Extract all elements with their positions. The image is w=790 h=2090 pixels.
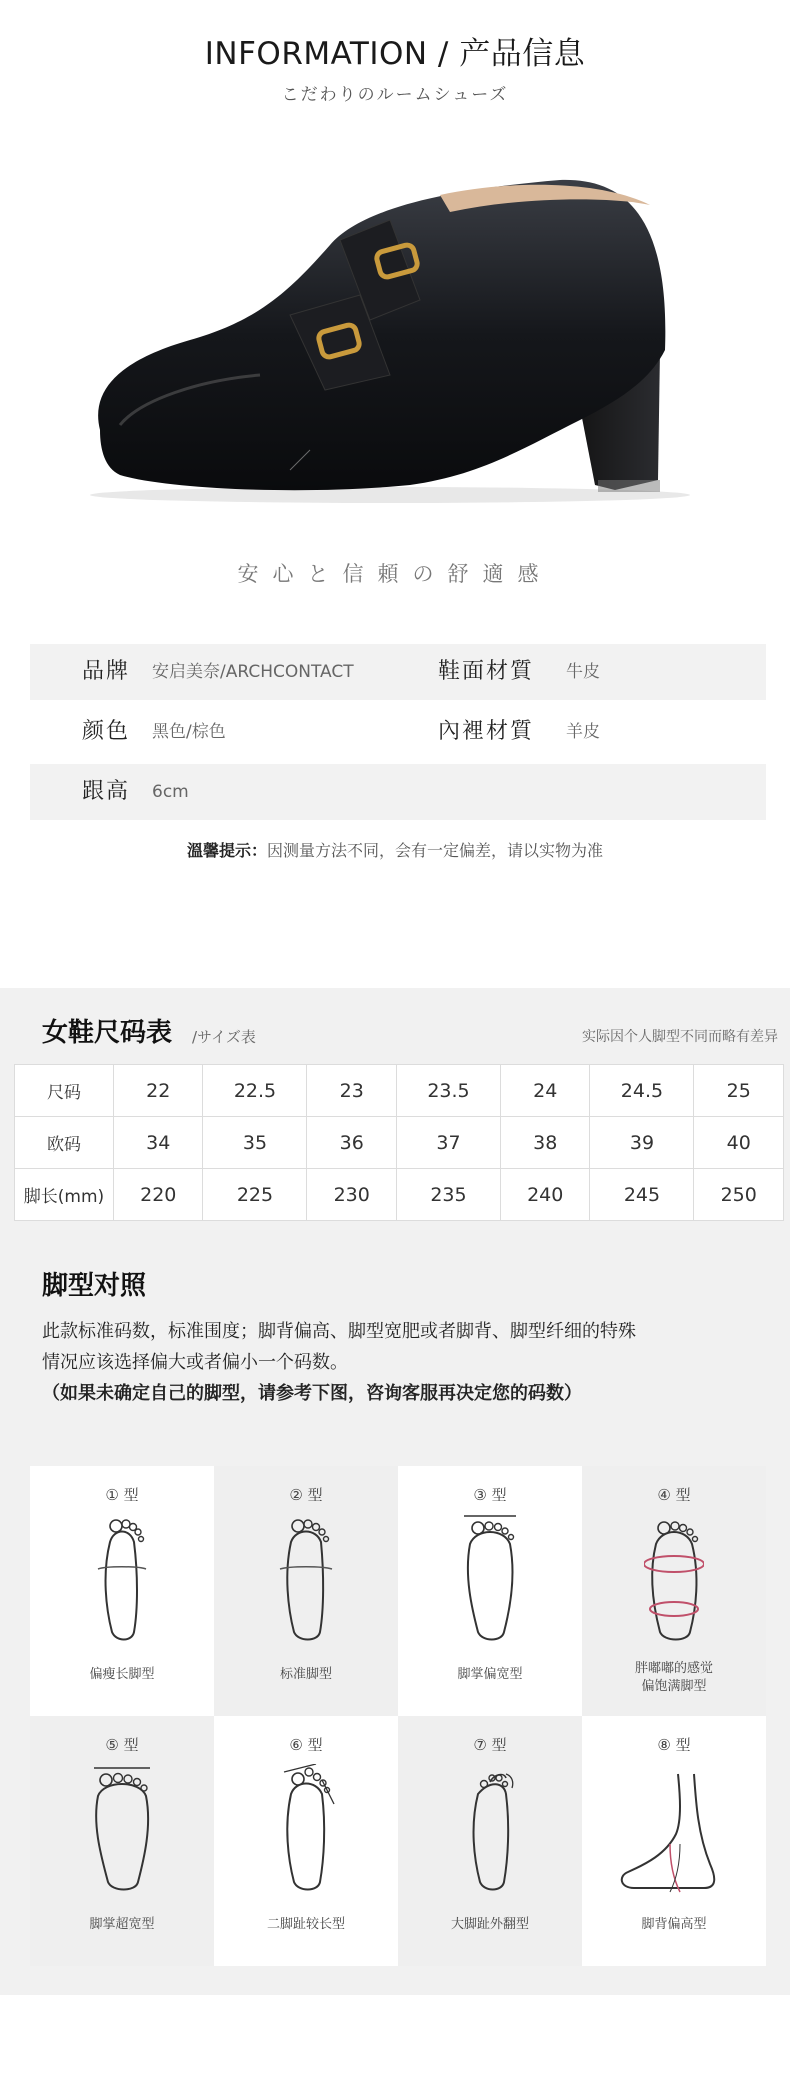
- foot-outline-icon: [644, 1514, 704, 1644]
- note-text: 因测量方法不同，会有一定偏差，请以实物为准: [267, 841, 604, 860]
- foot-type-card: [398, 1716, 582, 1966]
- foot-type-name: 脚背偏高型: [641, 1917, 707, 1932]
- brand-label: 品牌: [82, 659, 131, 684]
- table-cell: 230: [307, 1169, 396, 1221]
- table-cell: 24: [500, 1065, 589, 1117]
- foot-side-view-icon: [614, 1764, 734, 1894]
- table-cell: 250: [694, 1169, 784, 1221]
- table-cell: 36: [307, 1117, 396, 1169]
- foot-type-number: ① 型: [105, 1486, 139, 1504]
- foot-outline-icon: [92, 1764, 152, 1894]
- foot-type-number: ⑧ 型: [657, 1736, 691, 1754]
- table-cell: 34: [114, 1117, 203, 1169]
- foot-type-card: [398, 1466, 582, 1716]
- foot-type-number: ④ 型: [657, 1486, 691, 1504]
- foot-type-description: [42, 1316, 762, 1409]
- table-row: [15, 1065, 784, 1117]
- brand-value: 安启美奈/ARCHCONTACT: [152, 662, 354, 682]
- info-row-heel: [30, 764, 766, 820]
- table-cell: 40: [694, 1117, 784, 1169]
- table-cell: 38: [500, 1117, 589, 1169]
- table-cell: 22.5: [203, 1065, 307, 1117]
- page-title: INFORMATION / 产品信息: [204, 36, 586, 72]
- foot-type-card: [582, 1466, 766, 1716]
- table-cell: 23: [307, 1065, 396, 1117]
- table-row: [15, 1117, 784, 1169]
- tagline: 安心と信頼の舒適感: [237, 562, 553, 586]
- table-cell: 35: [203, 1117, 307, 1169]
- table-cell: 25: [694, 1065, 784, 1117]
- table-cell: 23.5: [396, 1065, 500, 1117]
- lining-material-value: 羊皮: [566, 722, 600, 742]
- foot-type-name-line2: 偏饱满脚型: [641, 1679, 707, 1694]
- foot-type-number: ⑦ 型: [473, 1736, 507, 1754]
- foot-type-number: ③ 型: [473, 1486, 507, 1504]
- foot-outline-icon: [460, 1514, 520, 1644]
- desc-line-bold: （如果未确定自己的脚型，请参考下图，咨询客服再决定您的码数）: [42, 1383, 582, 1404]
- info-row-color: [30, 704, 766, 760]
- upper-material-value: 牛皮: [566, 662, 600, 682]
- desc-line: 此款标准码数，标准围度；脚背偏高、脚型宽肥或者脚背、脚型纤细的特殊: [42, 1321, 636, 1342]
- foot-type-grid: [30, 1466, 766, 1966]
- foot-outline-icon: [276, 1764, 336, 1894]
- upper-material-label: 鞋面材質: [438, 659, 535, 684]
- color-label: 颜色: [82, 719, 131, 744]
- note-prefix: 溫馨提示：: [186, 841, 267, 860]
- row-header: 欧码: [15, 1117, 114, 1169]
- foot-outline-icon: [460, 1764, 520, 1894]
- table-cell: 240: [500, 1169, 589, 1221]
- foot-type-card: [214, 1716, 398, 1966]
- foot-type-number: ⑥ 型: [289, 1736, 323, 1754]
- foot-type-name: 偏瘦长脚型: [89, 1667, 155, 1682]
- desc-line: 情况应该选择偏大或者偏小一个码数。: [42, 1352, 348, 1373]
- table-row: [15, 1169, 784, 1221]
- table-cell: 22: [114, 1065, 203, 1117]
- lining-material-label: 內裡材質: [438, 719, 535, 744]
- foot-type-card: [30, 1466, 214, 1716]
- color-value: 黑色/棕色: [152, 722, 226, 742]
- foot-outline-icon: [276, 1514, 336, 1644]
- foot-type-card: [30, 1716, 214, 1966]
- foot-type-name: 脚掌超宽型: [89, 1917, 155, 1932]
- table-cell: 24.5: [590, 1065, 694, 1117]
- foot-type-card: [582, 1716, 766, 1966]
- size-table: [14, 1064, 784, 1221]
- heel-value: 6cm: [152, 782, 189, 802]
- table-cell: 39: [590, 1117, 694, 1169]
- foot-type-name: 脚掌偏宽型: [457, 1667, 523, 1682]
- product-image: [60, 150, 700, 510]
- table-cell: 235: [396, 1169, 500, 1221]
- table-cell: 220: [114, 1169, 203, 1221]
- table-cell: 37: [396, 1117, 500, 1169]
- size-chart-title: 女鞋尺码表: [42, 1018, 173, 1048]
- heel-label: 跟高: [82, 779, 131, 804]
- foot-type-name: 大脚趾外翻型: [450, 1917, 529, 1932]
- size-chart-subtitle: /サイズ表: [192, 1028, 256, 1046]
- row-header: 脚长(mm): [15, 1169, 114, 1221]
- page-subtitle: こだわりのルームシューズ: [281, 85, 509, 105]
- foot-type-name: 标准脚型: [279, 1667, 332, 1682]
- foot-type-name: 胖嘟嘟的感觉: [634, 1661, 713, 1676]
- foot-type-card: [214, 1466, 398, 1716]
- measurement-note: [0, 838, 790, 861]
- info-row-brand: [30, 644, 766, 700]
- table-cell: 225: [203, 1169, 307, 1221]
- foot-type-number: ⑤ 型: [105, 1736, 139, 1754]
- row-header: 尺码: [15, 1065, 114, 1117]
- foot-type-name: 二脚趾较长型: [266, 1917, 345, 1932]
- foot-type-title: 脚型对照: [42, 1271, 147, 1301]
- foot-type-number: ② 型: [289, 1486, 323, 1504]
- table-cell: 245: [590, 1169, 694, 1221]
- size-chart-note: 实际因个人脚型不同而略有差异: [582, 1029, 778, 1045]
- foot-outline-icon: [92, 1514, 152, 1644]
